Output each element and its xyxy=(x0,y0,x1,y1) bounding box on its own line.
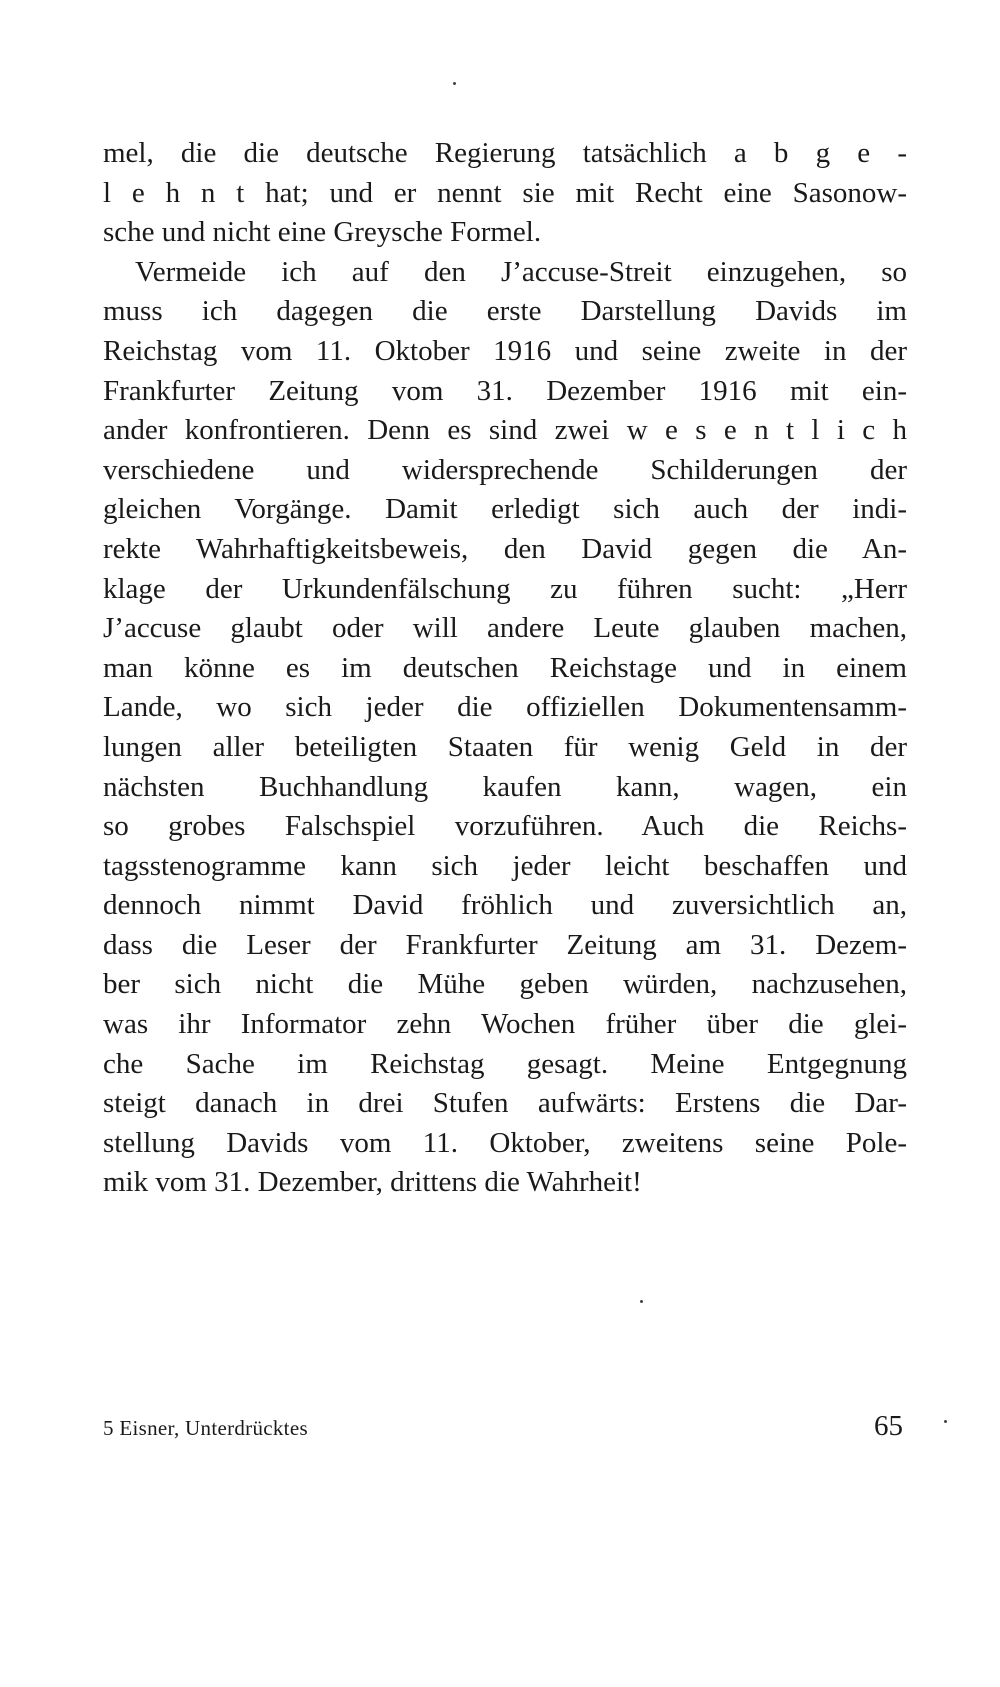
text-line: tagsstenogramme kann sich jeder leicht beschaffen und xyxy=(103,849,907,882)
text-line: so grobes Falschspiel vorzuführen. Auch die Reichs- xyxy=(103,810,907,843)
text-line: verschiedene und widersprechende Schilderungen der xyxy=(103,453,907,486)
text-line: Frankfurter Zeitung vom 31. Dezember 1916 mit ein- xyxy=(103,374,907,407)
text-line: muss ich dagegen die erste Darstellung Davids im xyxy=(103,295,907,328)
text-line: mik vom 31. Dezember, drittens die Wahrheit! xyxy=(103,1166,642,1199)
scan-speck xyxy=(453,82,456,85)
text-line: ander konfrontieren. Denn es sind zwei w e s e n t l i c h xyxy=(103,414,907,447)
scan-speck xyxy=(640,1300,643,1303)
text-line: dennoch nimmt David fröhlich und zuversichtlich an, xyxy=(103,889,907,922)
text-line: Lande, wo sich jeder die offiziellen Dokumentensamm- xyxy=(103,691,907,724)
text-line: was ihr Informator zehn Wochen früher über die glei- xyxy=(103,1008,907,1041)
text-line: sche und nicht eine Greysche Formel. xyxy=(103,216,542,249)
text-line: stellung Davids vom 11. Oktober, zweitens seine Pole- xyxy=(103,1126,907,1159)
printer-signature: 5 Eisner, Unterdrücktes xyxy=(103,1416,308,1440)
text-line: gleichen Vorgänge. Damit erledigt sich auch der indi- xyxy=(103,493,907,526)
text-line: steigt danach in drei Stufen aufwärts: Erstens die Dar- xyxy=(103,1087,907,1120)
text-line: che Sache im Reichstag gesagt. Meine Entgegnung xyxy=(103,1047,907,1080)
text-line: ber sich nicht die Mühe geben würden, nachzusehen, xyxy=(103,968,907,1001)
page-footer xyxy=(103,1410,907,1450)
scan-speck xyxy=(944,1420,947,1423)
text-line: mel, die die deutsche Regierung tatsächlich a b g e - xyxy=(103,137,907,169)
text-line: klage der Urkundenfälschung zu führen sucht: „Herr xyxy=(103,572,907,605)
page-number: 65 xyxy=(874,1410,903,1442)
text-line: nächsten Buchhandlung kaufen kann, wagen, ein xyxy=(103,770,907,803)
text-line: lungen aller beteiligten Staaten für wenig Geld in der xyxy=(103,730,907,763)
text-line: l e h n t hat; und er nennt sie mit Recht eine Sasonow- xyxy=(103,176,907,209)
text-line: J’accuse glaubt oder will andere Leute glauben machen, xyxy=(103,612,907,645)
text-line: man könne es im deutschen Reichstage und in einem xyxy=(103,651,907,684)
body-text xyxy=(103,134,907,1203)
text-line: rekte Wahrhaftigkeitsbeweis, den David gegen die An- xyxy=(103,532,907,565)
text-line: Vermeide ich auf den J’accuse-Streit einzugehen, so xyxy=(135,255,907,288)
text-line: dass die Leser der Frankfurter Zeitung am 31. Dezem- xyxy=(103,928,907,961)
text-line: Reichstag vom 11. Oktober 1916 und seine zweite in der xyxy=(103,334,907,367)
